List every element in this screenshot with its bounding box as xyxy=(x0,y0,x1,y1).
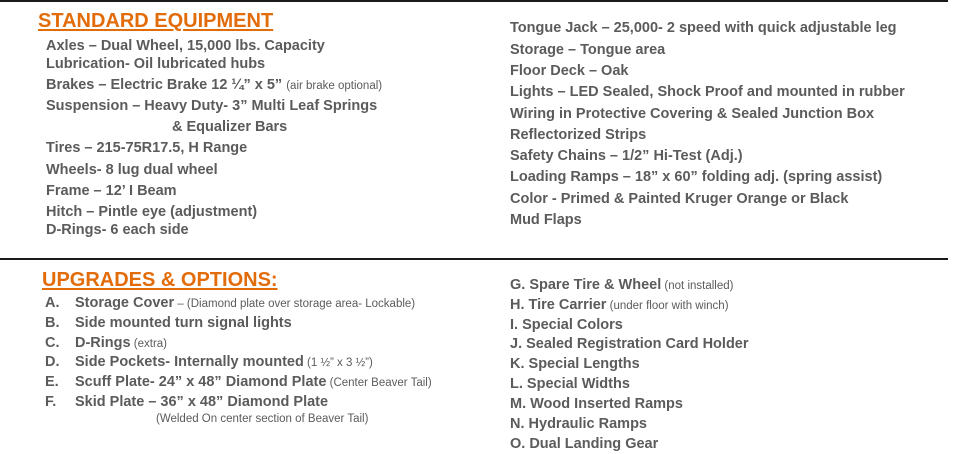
brakes-note: (air brake optional) xyxy=(286,80,383,92)
list-item xyxy=(510,435,658,454)
list-item xyxy=(510,415,647,434)
list-item xyxy=(45,314,292,333)
list-item: Mud Flaps xyxy=(510,212,582,228)
list-item xyxy=(510,355,640,374)
option-label: I. Special Colors xyxy=(510,317,623,333)
option-label: K. Special Lengths xyxy=(510,356,640,372)
list-item xyxy=(510,335,749,354)
list-item xyxy=(46,76,382,95)
option-label: J. Sealed Registration Card Holder xyxy=(510,336,749,352)
option-label: Skid Plate – 36” x 48” Diamond Plate xyxy=(75,394,329,410)
list-item xyxy=(45,334,167,353)
list-item xyxy=(45,353,373,372)
option-letter: C. xyxy=(45,335,60,351)
list-item: Tires – 215-75R17.5, H Range xyxy=(46,140,248,156)
option-label: Side Pockets- Internally mounted xyxy=(75,354,304,370)
list-item: Frame – 12’ I Beam xyxy=(46,183,177,199)
option-label: M. Wood Inserted Ramps xyxy=(510,396,683,412)
list-item: & Equalizer Bars xyxy=(172,119,288,135)
option-label: N. Hydraulic Ramps xyxy=(510,416,647,432)
option-label: Scuff Plate- 24” x 48” Diamond Plate xyxy=(75,374,327,390)
brakes-label: Brakes – Electric Brake 12 ¼” x 5” xyxy=(46,77,283,93)
option-note: (Center Beaver Tail) xyxy=(326,377,432,389)
option-label: Side mounted turn signal lights xyxy=(75,315,292,331)
list-item: Tongue Jack – 25,000- 2 speed with quick adjustable leg xyxy=(510,20,897,36)
list-item xyxy=(510,375,630,394)
list-item xyxy=(45,294,415,313)
option-label: O. Dual Landing Gear xyxy=(510,436,659,452)
list-item xyxy=(45,373,432,392)
upgrades-heading: UPGRADES & OPTIONS: xyxy=(42,269,278,291)
list-item: Color - Primed & Painted Kruger Orange or Black xyxy=(510,191,849,207)
list-item: Lubrication- Oil lubricated hubs xyxy=(46,56,266,72)
list-item xyxy=(510,316,623,335)
option-label: D-Rings xyxy=(75,335,131,351)
option-note: (extra) xyxy=(130,338,168,350)
section-divider xyxy=(0,258,948,260)
top-divider xyxy=(0,0,948,2)
list-item xyxy=(510,276,733,295)
option-letter: A. xyxy=(45,295,60,311)
list-item: D-Rings- 6 each side xyxy=(46,222,189,238)
option-letter: F. xyxy=(45,394,57,410)
list-item: Floor Deck – Oak xyxy=(510,63,629,79)
option-label: L. Special Widths xyxy=(510,376,630,392)
skid-plate-note: (Welded On center section of Beaver Tail) xyxy=(156,413,369,425)
list-item: Loading Ramps – 18” x 60” folding adj. (spring assist) xyxy=(510,169,883,185)
list-item: Suspension – Heavy Duty- 3” Multi Leaf Springs xyxy=(46,98,378,114)
list-item: Reflectorized Strips xyxy=(510,127,647,143)
list-item: Storage – Tongue area xyxy=(510,42,666,58)
option-label: Storage Cover xyxy=(75,295,175,311)
list-item: Lights – LED Sealed, Shock Proof and mounted in rubber xyxy=(510,84,905,100)
option-note: (under floor with winch) xyxy=(606,300,729,312)
option-note: (not installed) xyxy=(661,280,734,292)
option-letter: B. xyxy=(45,315,60,331)
list-item: Wiring in Protective Covering & Sealed Junction Box xyxy=(510,106,875,122)
standard-equipment-heading: STANDARD EQUIPMENT xyxy=(38,10,274,32)
option-letter: D. xyxy=(45,354,60,370)
option-letter: E. xyxy=(45,374,59,390)
option-label: G. Spare Tire & Wheel xyxy=(510,277,662,293)
list-item xyxy=(510,296,729,315)
option-label: H. Tire Carrier xyxy=(510,297,607,313)
list-item: Safety Chains – 1/2” Hi-Test (Adj.) xyxy=(510,148,743,164)
list-item: Wheels- 8 lug dual wheel xyxy=(46,162,218,178)
option-note: – (Diamond plate over storage area- Lockable) xyxy=(174,298,416,310)
list-item: Hitch – Pintle eye (adjustment) xyxy=(46,204,258,220)
list-item xyxy=(510,395,683,414)
list-item: Axles – Dual Wheel, 15,000 lbs. Capacity xyxy=(46,38,325,54)
option-note: (1 ½” x 3 ½”) xyxy=(303,357,373,369)
